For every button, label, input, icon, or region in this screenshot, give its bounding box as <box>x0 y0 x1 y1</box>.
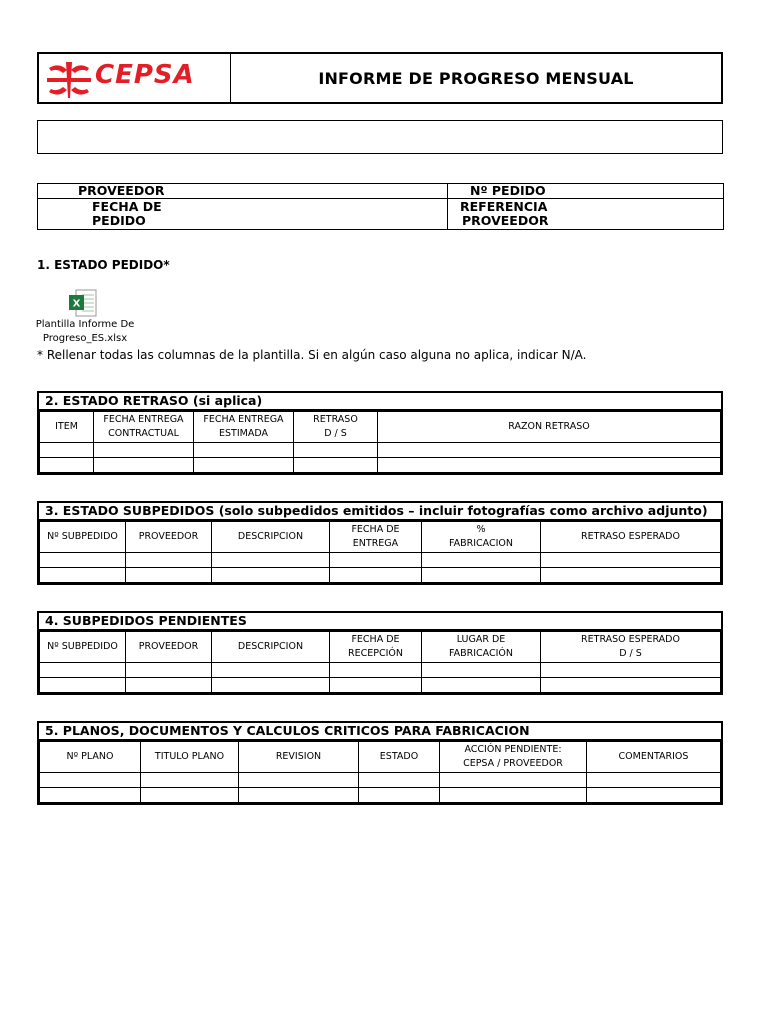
col-revision <box>239 742 359 773</box>
table-cell[interactable] <box>587 788 721 803</box>
table-cell[interactable] <box>422 663 541 678</box>
col-fabricacion <box>422 522 541 553</box>
col-descripcion <box>212 632 330 663</box>
table-cell[interactable] <box>378 458 721 473</box>
header-label: LUGAR DE <box>456 634 506 645</box>
col-proveedor <box>126 522 212 553</box>
col-descripcion <box>212 522 330 553</box>
header-box <box>37 52 723 104</box>
table-cell[interactable] <box>126 678 212 693</box>
section5-title: 5. PLANOS, DOCUMENTOS Y CALCULOS CRITICOS PARA FABRICACION <box>39 723 721 741</box>
header-label: ESTADO <box>379 751 419 762</box>
table-cell[interactable] <box>40 678 126 693</box>
referencia-label <box>448 199 724 230</box>
section2-table <box>37 391 723 475</box>
table-cell[interactable] <box>330 568 422 583</box>
section4-title: 4. SUBPEDIDOS PENDIENTES <box>39 613 721 631</box>
logo-text: CEPSA <box>95 60 195 90</box>
header-label: ESTIMADA <box>219 428 268 439</box>
table-cell[interactable] <box>541 553 721 568</box>
header-label: REVISION <box>275 751 322 762</box>
header-label: DESCRIPCION <box>237 641 304 652</box>
table-cell[interactable] <box>194 443 294 458</box>
col-comentarios <box>587 742 721 773</box>
svg-text:X: X <box>72 298 81 310</box>
col-fecha-estimada <box>194 412 294 443</box>
header-label: RECEPCIÓN <box>348 648 403 659</box>
table-cell[interactable] <box>212 663 330 678</box>
table-cell[interactable] <box>94 458 194 473</box>
header-label: ITEM <box>55 421 78 432</box>
header-label: COMENTARIOS <box>618 751 689 762</box>
section2-title: 2. ESTADO RETRASO (si aplica) <box>39 393 721 411</box>
header-label: FECHA ENTREGA <box>103 414 184 425</box>
excel-file-icon[interactable] <box>68 289 98 317</box>
header-label: RETRASO ESPERADO <box>581 531 680 542</box>
col-n-subpedido <box>40 632 126 663</box>
header-label: ACCIÓN PENDIENTE: <box>464 744 562 755</box>
table-row <box>40 458 721 473</box>
ref-line1: REFERENCIA <box>460 199 548 214</box>
table-row <box>40 553 721 568</box>
section1-note: * Rellenar todas las columnas de la plantilla. Si en algún caso alguna no aplica, indicar N/A. <box>37 348 587 362</box>
table-cell[interactable] <box>212 568 330 583</box>
header-label: DESCRIPCION <box>237 531 304 542</box>
table-cell[interactable] <box>422 678 541 693</box>
order-info-table <box>37 183 724 230</box>
table-cell[interactable] <box>212 678 330 693</box>
col-fecha-recepcion <box>330 632 422 663</box>
section3-title: 3. ESTADO SUBPEDIDOS (solo subpedidos emitidos – incluir fotografías como archivo adjunto) <box>39 503 721 521</box>
table-cell[interactable] <box>359 788 440 803</box>
table-cell[interactable] <box>440 773 587 788</box>
table-cell[interactable] <box>40 773 141 788</box>
table-cell[interactable] <box>294 458 378 473</box>
table-cell[interactable] <box>541 568 721 583</box>
section5-table <box>37 721 723 805</box>
table-row <box>40 568 721 583</box>
header-label: FECHA ENTREGA <box>203 414 284 425</box>
header-label: FECHA DE <box>351 634 400 645</box>
fecha-line1: FECHA DE <box>92 199 162 214</box>
table-row <box>40 788 721 803</box>
section4-grid <box>39 631 721 693</box>
table-cell[interactable] <box>378 443 721 458</box>
fecha-pedido-label <box>38 199 448 230</box>
col-razon-retraso <box>378 412 721 443</box>
col-retraso-esperado <box>541 522 721 553</box>
page-title: INFORME DE PROGRESO MENSUAL <box>318 68 634 88</box>
header-label: D / S <box>619 648 642 659</box>
col-fecha-entrega <box>330 522 422 553</box>
header-label: D / S <box>324 428 347 439</box>
table-cell[interactable] <box>330 663 422 678</box>
header-label: CONTRACTUAL <box>108 428 179 439</box>
table-cell[interactable] <box>422 568 541 583</box>
col-fecha-contractual <box>94 412 194 443</box>
table-cell[interactable] <box>126 553 212 568</box>
header-label: Nº SUBPEDIDO <box>47 641 118 652</box>
header-label: FECHA DE <box>351 524 400 535</box>
header-label: CEPSA / PROVEEDOR <box>463 758 563 769</box>
table-cell[interactable] <box>440 788 587 803</box>
attachment-line1: Plantilla Informe De <box>35 319 135 330</box>
table-cell[interactable] <box>40 788 141 803</box>
table-cell[interactable] <box>194 458 294 473</box>
col-retraso <box>294 412 378 443</box>
col-retraso-esperado <box>541 632 721 663</box>
table-cell[interactable] <box>541 663 721 678</box>
col-lugar-fabricacion <box>422 632 541 663</box>
table-cell[interactable] <box>126 663 212 678</box>
table-cell[interactable] <box>330 553 422 568</box>
header-label: RAZON RETRASO <box>508 421 590 432</box>
header-label: ENTREGA <box>352 538 399 549</box>
section3-grid <box>39 521 721 583</box>
col-estado <box>359 742 440 773</box>
table-cell[interactable] <box>239 773 359 788</box>
section1-title: 1. ESTADO PEDIDO* <box>37 258 170 272</box>
table-cell[interactable] <box>40 553 126 568</box>
col-accion-pendiente <box>440 742 587 773</box>
col-n-subpedido <box>40 522 126 553</box>
table-cell[interactable] <box>587 773 721 788</box>
table-cell[interactable] <box>40 568 126 583</box>
cepsa-logo-icon <box>45 58 93 98</box>
table-cell[interactable] <box>94 443 194 458</box>
table-cell[interactable] <box>541 678 721 693</box>
header-label: PROVEEDOR <box>138 641 199 652</box>
header-label: RETRASO ESPERADO <box>581 634 680 645</box>
table-row <box>40 678 721 693</box>
header-label: PROVEEDOR <box>138 531 199 542</box>
header-label: RETRASO <box>313 414 358 425</box>
table-cell[interactable] <box>40 458 94 473</box>
table-cell[interactable] <box>422 553 541 568</box>
fecha-line2: PEDIDO <box>92 213 146 228</box>
table-cell[interactable] <box>40 443 94 458</box>
section2-grid <box>39 411 721 473</box>
table-cell[interactable] <box>239 788 359 803</box>
attachment-line2: Progreso_ES.xlsx <box>42 333 128 344</box>
col-proveedor <box>126 632 212 663</box>
table-row <box>40 443 721 458</box>
header-label: % <box>476 524 486 535</box>
logo-cell <box>39 54 231 102</box>
section4-table <box>37 611 723 695</box>
header-label: Nº SUBPEDIDO <box>47 531 118 542</box>
table-cell[interactable] <box>141 773 239 788</box>
col-item <box>40 412 94 443</box>
n-pedido-label: Nº PEDIDO <box>448 184 724 199</box>
header-label: Nº PLANO <box>66 751 114 762</box>
section3-table <box>37 501 723 585</box>
table-cell[interactable] <box>141 788 239 803</box>
table-cell[interactable] <box>330 678 422 693</box>
col-titulo-plano <box>141 742 239 773</box>
table-cell[interactable] <box>126 568 212 583</box>
blank-field-box[interactable] <box>37 120 723 154</box>
col-n-plano <box>40 742 141 773</box>
header-label: FABRICACIÓN <box>449 648 513 659</box>
section5-grid <box>39 741 721 803</box>
header-label: FABRICACION <box>449 538 513 549</box>
table-cell[interactable] <box>359 773 440 788</box>
table-row <box>40 663 721 678</box>
ref-line2: PROVEEDOR <box>462 213 549 228</box>
proveedor-label: PROVEEDOR <box>38 184 448 199</box>
table-cell[interactable] <box>294 443 378 458</box>
table-cell[interactable] <box>40 663 126 678</box>
table-cell[interactable] <box>212 553 330 568</box>
header-label: TITULO PLANO <box>154 751 225 762</box>
attachment-caption[interactable] <box>30 318 140 346</box>
table-row <box>40 773 721 788</box>
